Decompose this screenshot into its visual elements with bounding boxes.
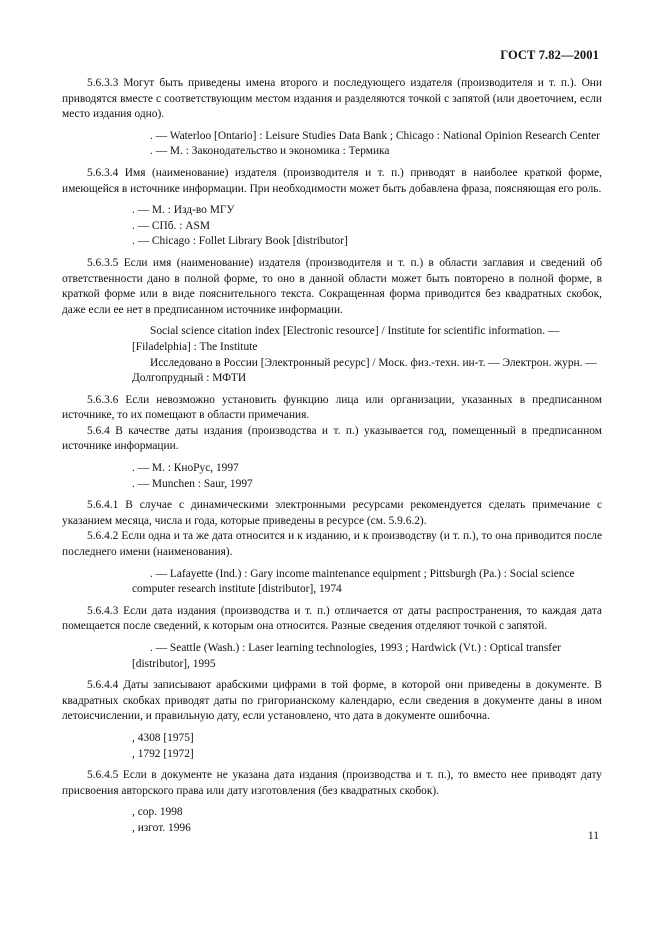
paragraph-5-6-4-4: 5.6.4.4 Даты записывают арабскими цифрами в той форме, в которой они приведены в документе. В квадратных скобках приводят даты по григорианскому календарю, если сведения в документе даны в ином летоисчислении, и правильную дату, если установлено, что дата в документе ошибочна.	[62, 679, 602, 723]
example-line: . — Waterloo [Ontario] : Leisure Studies Data Bank ; Chicago : National Opinion Research Center	[150, 129, 600, 142]
example-line: . — Munchen : Saur, 1997	[132, 477, 253, 490]
example-line: , изгот. 1996	[132, 821, 191, 834]
example-line: . — М. : Изд-во МГУ	[132, 204, 235, 217]
page-body	[62, 76, 602, 837]
example-line: , cop. 1998	[132, 806, 183, 819]
paragraph-5-6-3-3: 5.6.3.3 Могут быть приведены имена второго и последующего издателя (производителя и т. п.). Они приводятся вместе с соответствующим местом издания и разделяются точкой с запятой (или двоеточием, если место издания одно).	[62, 77, 602, 121]
page-number: 11	[587, 830, 599, 842]
example-line: , 4308 [1975]	[132, 731, 194, 744]
example-line: , 1792 [1972]	[132, 747, 194, 760]
example-line: . — СПб. : ASM	[132, 219, 210, 232]
document-code: ГОСТ 7.82—2001	[500, 48, 599, 62]
paragraph-5-6-4-5: 5.6.4.5 Если в документе не указана дата издания (производства и т. п.), то вместо нее приводят дату присвоения авторского права или дату изготовления (без квадратных скобок).	[62, 769, 602, 797]
example-line: Исследовано в России [Электронный ресурс] / Моск. физ.-техн. ин-т. — Электрон. журн. — Долгопрудный : МФТИ	[132, 356, 597, 385]
paragraph-5-6-3-6: 5.6.3.6 Если невозможно установить функцию лица или организации, указанных в предписанном источнике, то их помещают в области примечания.	[62, 393, 602, 422]
example-line: Social science citation index [Electronic resource] / Institute for scientific information. — [Filadelphia] : The Institute	[132, 325, 560, 353]
paragraph-5-6-4-3: 5.6.4.3 Если дата издания (производства и т. п.) отличается от даты распространения, то каждая дата помещается после сведений, к которым она относится. Разные сведения отделяют точкой с запятой.	[62, 604, 602, 633]
example-line: . — М. : КноРус, 1997	[132, 462, 239, 475]
paragraph-5-6-3-5: 5.6.3.5 Если имя (наименование) издателя (производителя и т. п.) в области заглавия и сведений об ответственности дано в полной форме, то оно в данной области может быть повторено в полной форме, в краткой форме или в виде пояснительного текста. Сокращенная форма приводится без квадратных скобок, даже если ее нет в предписанном источнике информации.	[62, 256, 602, 316]
paragraph-5-6-4: 5.6.4 В качестве даты издания (производства и т. п.) указывается год, помещенный в предписанном источнике информации.	[62, 424, 602, 453]
example-line: . — Lafayette (Ind.) : Gary income maintenance equipment ; Pittsburgh (Pa.) : Social science computer research institute [distributor], 1974	[132, 567, 575, 596]
example-line: . — Seattle (Wash.) : Laser learning technologies, 1993 ; Hardwick (Vt.) : Optical transfer [distributor], 1995	[132, 642, 561, 670]
paragraph-5-6-4-2: 5.6.4.2 Если одна и та же дата относится и к изданию, и к производству (и т. п.), то она приводится после последнего имени (наименования).	[62, 530, 602, 559]
paragraph-5-6-4-1: 5.6.4.1 В случае с динамическими электронными ресурсами рекомендуется сделать примечание с указанием месяца, числа и года, которые приведены в ресурсе (см. 5.9.6.2).	[62, 499, 602, 527]
example-line: . — Chicago : Follet Library Book [distributor]	[132, 235, 348, 248]
example-line: . — М. : Законодательство и экономика : Термика	[150, 145, 390, 158]
paragraph-5-6-3-4: 5.6.3.4 Имя (наименование) издателя (производителя и т. п.) приводят в наиболее краткой форме, имеющейся в источнике информации. При необходимости может быть добавлена фраза, поясняющая его роль.	[62, 166, 602, 195]
